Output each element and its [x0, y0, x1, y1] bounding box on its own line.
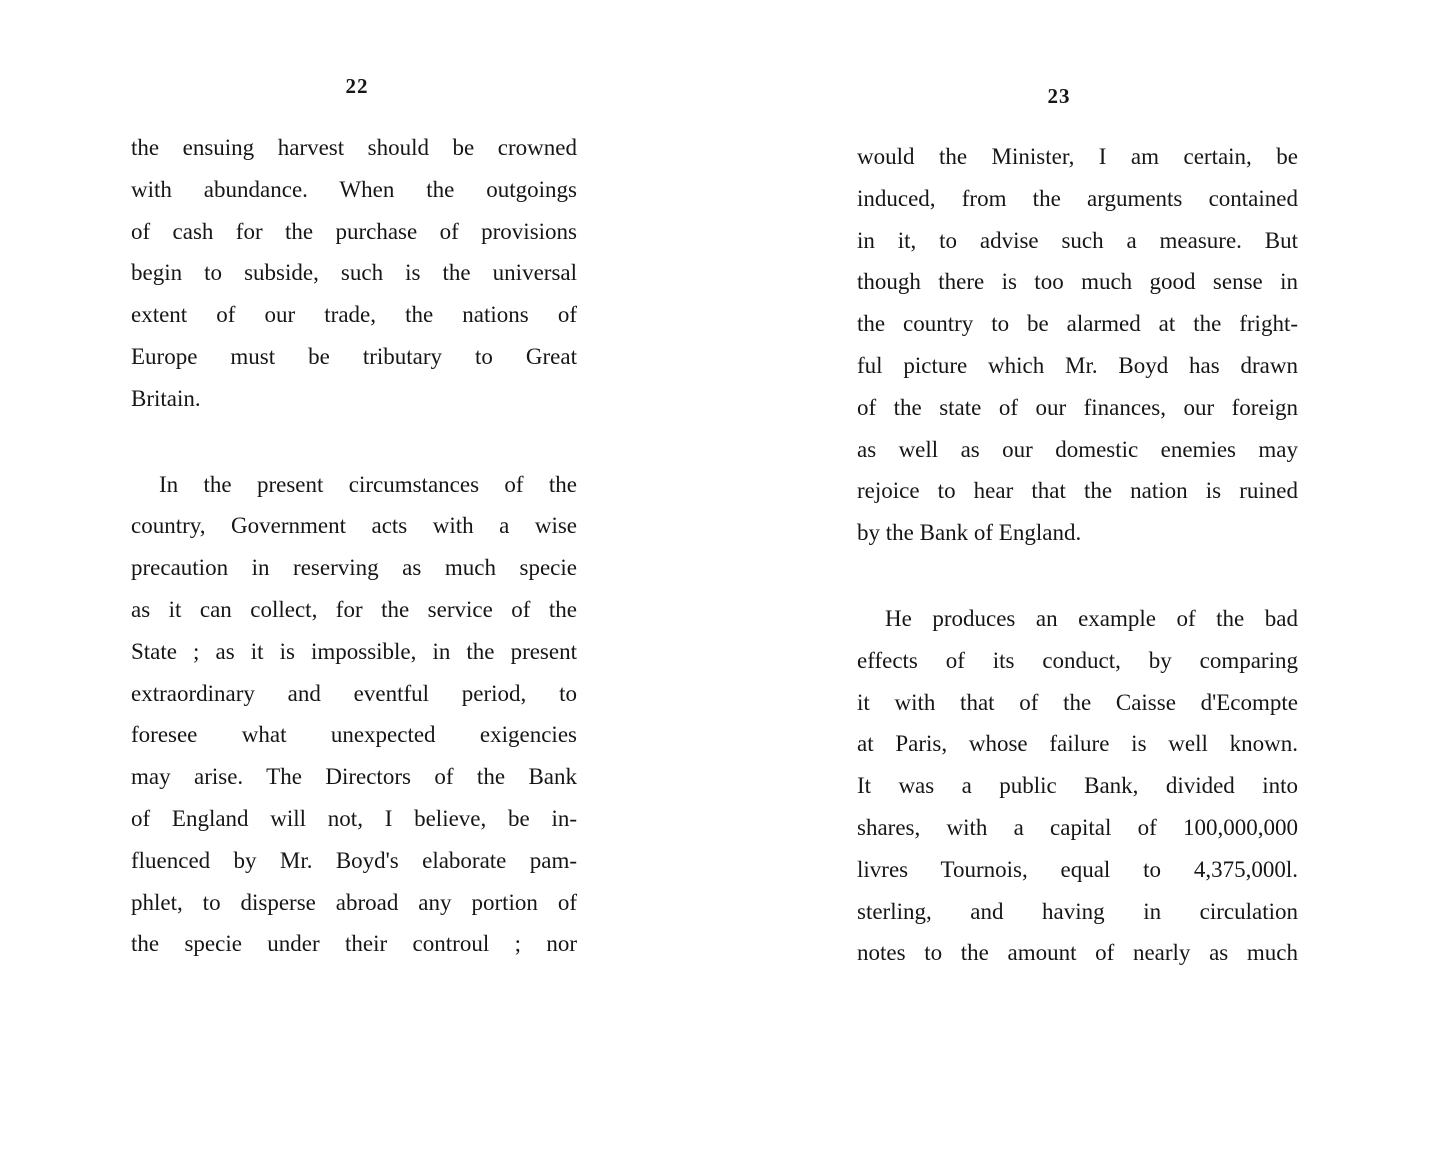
text-line: the specie under their controul ; nor [131, 931, 577, 957]
text-line: He produces an example of the bad [885, 605, 1298, 631]
text-line: as well as our domestic enemies may [857, 436, 1298, 462]
text-line: country, Government acts with a wise [131, 513, 577, 539]
text-line: livres Tournois, equal to 4,375,000l. [857, 856, 1298, 882]
text-line: rejoice to hear that the nation is ruined [857, 478, 1298, 504]
page-number: 23 [1047, 84, 1071, 108]
text-line: notes to the amount of nearly as much [857, 940, 1298, 966]
text-line: the ensuing harvest should be crowned [131, 135, 577, 160]
text-line: it with that of the Caisse d'Ecompte [857, 689, 1298, 715]
page-text [857, 136, 1298, 974]
text-line: sterling, and having in circulation [857, 898, 1298, 924]
paragraph [857, 598, 1298, 974]
text-line: foresee what unexpected exigencies [131, 722, 577, 748]
text-line: of the state of our finances, our foreign [857, 394, 1298, 420]
text-line: Britain. [131, 385, 201, 411]
right-page [718, 0, 1437, 1167]
text-line: at Paris, whose failure is well known. [857, 731, 1298, 757]
text-line: It was a public Bank, divided into [857, 773, 1298, 799]
text-line: of England will not, I believe, be in- [131, 805, 577, 831]
text-line: Europe must be tributary to Great [131, 343, 577, 369]
text-line: extraordinary and eventful period, to [131, 680, 577, 706]
text-line: in it, to advise such a measure. But [857, 227, 1298, 253]
page-text [131, 127, 577, 965]
text-line: by the Bank of England. [857, 520, 1082, 546]
text-line: may arise. The Directors of the Bank [131, 764, 577, 790]
paragraph [131, 127, 577, 420]
text-line: of cash for the purchase of provisions [131, 218, 577, 244]
text-line: begin to subside, such is the universal [131, 260, 577, 286]
text-line: induced, from the arguments contained [857, 185, 1298, 211]
paragraph-spacer [131, 420, 577, 464]
text-line: effects of its conduct, by comparing [857, 647, 1298, 673]
text-line: the country to be alarmed at the fright- [857, 311, 1298, 337]
text-line: phlet, to disperse abroad any portion of [131, 889, 577, 915]
text-line: fluenced by Mr. Boyd's elaborate pam- [131, 847, 577, 873]
text-line: as it can collect, for the service of the [131, 596, 577, 622]
left-page [0, 0, 718, 1167]
paragraph-spacer [857, 554, 1298, 598]
page-number: 22 [345, 74, 369, 98]
text-line: extent of our trade, the nations of [131, 302, 577, 328]
text-line: shares, with a capital of 100,000,000 [857, 814, 1298, 840]
text-line: though there is too much good sense in [857, 269, 1298, 295]
text-line: would the Minister, I am certain, be [857, 144, 1298, 169]
text-line: ful picture which Mr. Boyd has drawn [857, 352, 1298, 378]
text-line: with abundance. When the outgoings [131, 176, 577, 202]
text-line: precaution in reserving as much specie [131, 555, 577, 581]
text-line: In the present circumstances of the [159, 471, 577, 497]
paragraph [131, 464, 577, 966]
text-line: State ; as it is impossible, in the present [131, 638, 577, 664]
paragraph [857, 136, 1298, 554]
